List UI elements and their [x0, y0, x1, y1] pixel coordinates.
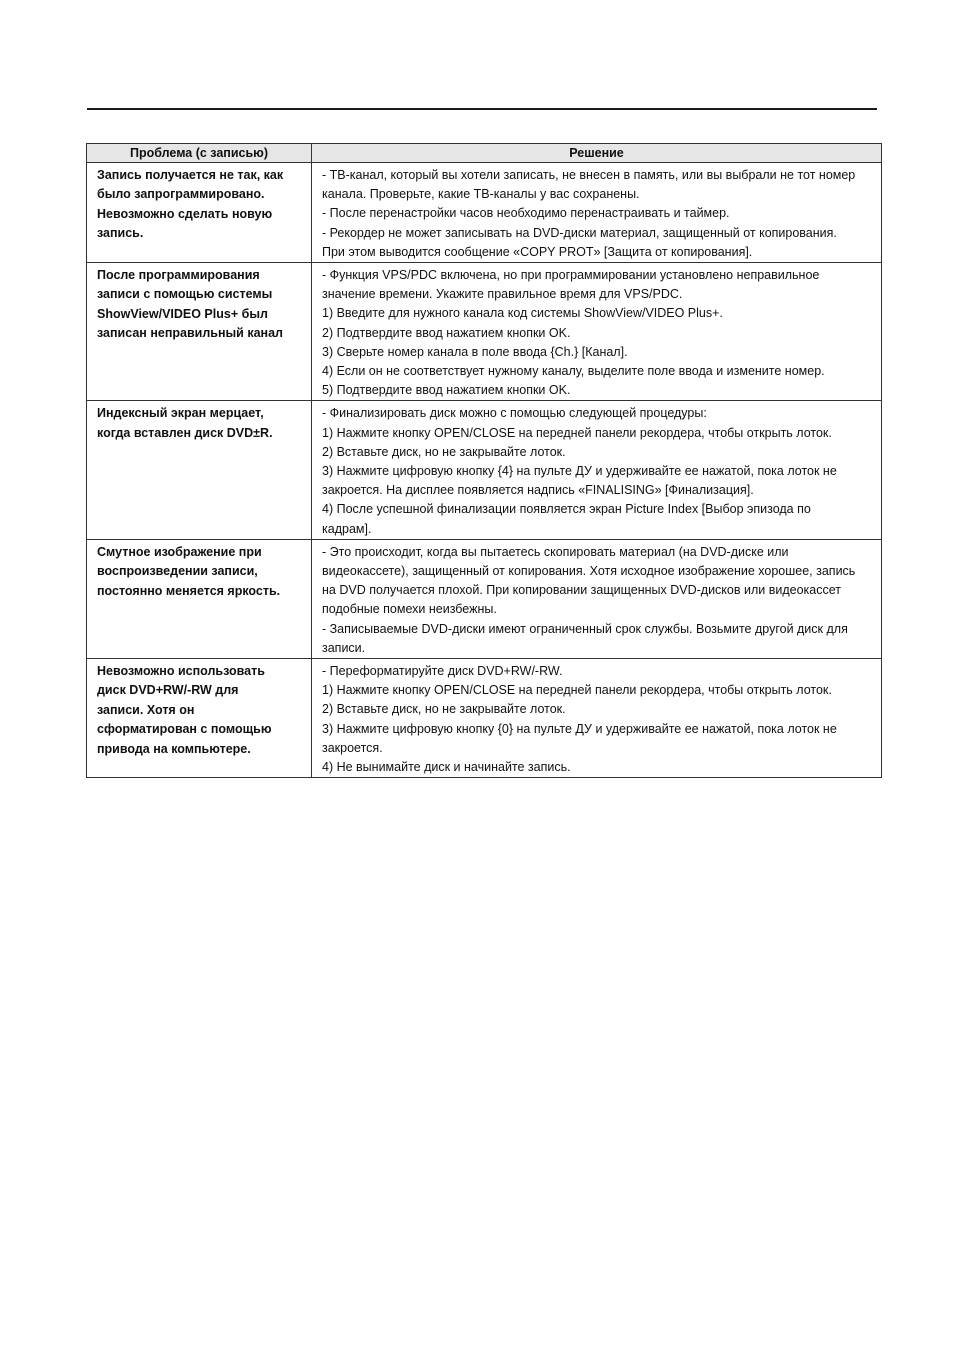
problem-line: Смутное изображение при — [97, 544, 262, 559]
solution-cell — [312, 401, 882, 539]
solution-line: 1) Нажмите кнопку OPEN/CLOSE на передней панели рекордера, чтобы открыть лоток. — [322, 425, 832, 440]
solution-line: - Рекордер не может записывать на DVD-диски материал, защищенный от копирования. — [322, 225, 837, 240]
problem-line: После программирования — [97, 268, 260, 283]
solution-line: - Записываемые DVD-диски имеют ограниченный срок службы. Возьмите другой диск для — [322, 621, 848, 636]
table-row — [87, 539, 882, 658]
solution-line: - Это происходит, когда вы пытаетесь скопировать материал (на DVD-диске или — [322, 544, 789, 559]
problem-line: воспроизведении записи, — [97, 564, 258, 579]
solution-cell — [312, 659, 882, 778]
solution-line: 1) Введите для нужного канала код системы ShowView/VIDEO Plus+. — [322, 306, 723, 321]
solution-line: на DVD получается плохой. При копировании защищенных DVD-дисков или видеокассет — [322, 583, 841, 598]
solution-cell — [312, 263, 882, 401]
solution-line: - Функция VPS/PDC включена, но при программировании установлено неправильное — [322, 268, 820, 283]
problem-cell — [87, 263, 312, 401]
solution-line: 2) Вставьте диск, но не закрывайте лоток. — [322, 444, 566, 459]
solution-line: 3) Нажмите цифровую кнопку {4} на пульте ДУ и удерживайте ее нажатой, пока лоток не — [322, 464, 837, 479]
problem-cell — [87, 163, 312, 263]
problem-cell — [87, 659, 312, 778]
problem-line: ShowView/VIDEO Plus+ был — [97, 306, 268, 321]
table-row — [87, 263, 882, 401]
solution-line: 2) Подтвердите ввод нажатием кнопки OK. — [322, 325, 571, 340]
solution-cell — [312, 163, 882, 263]
troubleshooting-table — [86, 143, 882, 778]
problem-line: Индексный экран мерцает, — [97, 406, 264, 421]
problem-line: запись. — [97, 226, 144, 241]
problem-line: когда вставлен диск DVD±R. — [97, 425, 273, 440]
problem-line: записан неправильный канал — [97, 326, 283, 341]
table-header-row — [87, 144, 882, 163]
solution-line: При этом выводится сообщение «COPY PROT» [Защита от копирования]. — [322, 244, 753, 259]
solution-cell — [312, 539, 882, 658]
problem-line: сформатирован с помощью — [97, 722, 272, 737]
solution-line: подобные помехи неизбежны. — [322, 602, 497, 617]
solution-line: - Финализировать диск можно с помощью следующей процедуры: — [322, 406, 707, 421]
problem-line: записи с помощью системы — [97, 287, 273, 302]
solution-line: - Переформатируйте диск DVD+RW/-RW. — [322, 664, 563, 679]
problem-line: Невозможно сделать новую — [97, 206, 273, 221]
problem-line: было запрограммировано. — [97, 187, 265, 202]
solution-line: закроется. На дисплее появляется надпись «FINALISING» [Финализация]. — [322, 483, 754, 498]
solution-line: 3) Нажмите цифровую кнопку {0} на пульте ДУ и удерживайте ее нажатой, пока лоток не — [322, 721, 837, 736]
solution-line: закроется. — [322, 740, 383, 755]
solution-line: канала. Проверьте, какие ТВ-каналы у вас сохранены. — [322, 187, 640, 202]
problem-line: записи. Хотя он — [97, 702, 195, 717]
problem-line: диск DVD+RW/-RW для — [97, 683, 239, 698]
table-row — [87, 163, 882, 263]
problem-line: Запись получается не так, как — [97, 168, 284, 182]
solution-line: 4) Если он не соответствует нужному каналу, выделите поле ввода и измените номер. — [322, 364, 825, 379]
solution-line: 2) Вставьте диск, но не закрывайте лоток. — [322, 702, 566, 717]
solution-line: кадрам]. — [322, 521, 372, 536]
solution-line: - ТВ-канал, который вы хотели записать, не внесен в память, или вы выбрали не тот номер — [322, 168, 856, 182]
solution-line: 4) Не вынимайте диск и начинайте запись. — [322, 760, 571, 775]
solution-line: записи. — [322, 640, 366, 655]
solution-line: видеокассете), защищенный от копирования. Хотя исходное изображение хорошее, запись — [322, 564, 856, 579]
table-row — [87, 659, 882, 778]
problem-line: постоянно меняется яркость. — [97, 583, 281, 598]
problem-cell — [87, 401, 312, 539]
solution-line: 1) Нажмите кнопку OPEN/CLOSE на передней панели рекордера, чтобы открыть лоток. — [322, 683, 832, 698]
solution-line: - После перенастройки часов необходимо перенастраивать и таймер. — [322, 206, 730, 221]
header-rule — [87, 108, 877, 110]
solution-line: значение времени. Укажите правильное время для VPS/PDC. — [322, 287, 683, 302]
column-header-problem: Проблема (с записью) — [87, 144, 312, 163]
problem-line: привода на компьютере. — [97, 741, 251, 756]
table-row — [87, 401, 882, 539]
solution-line: 3) Сверьте номер канала в поле ввода {Ch.} [Канал]. — [322, 344, 628, 359]
solution-line: 5) Подтвердите ввод нажатием кнопки OK. — [322, 383, 571, 398]
problem-cell — [87, 539, 312, 658]
column-header-solution: Решение — [312, 144, 882, 163]
problem-line: Невозможно использовать — [97, 664, 265, 679]
solution-line: 4) После успешной финализации появляется экран Picture Index [Выбор эпизода по — [322, 502, 811, 517]
